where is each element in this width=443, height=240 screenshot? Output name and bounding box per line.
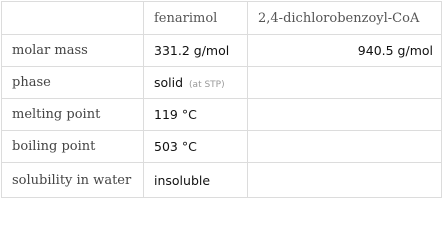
table-row: [2, 99, 442, 131]
header-row: [2, 2, 442, 35]
dichlorobenzoyl-coa-molar-mass: 940.5 g/mol: [248, 35, 442, 67]
header-dichlorobenzoyl-coa: 2,4-dichlorobenzoyl-CoA: [248, 2, 442, 35]
fenarimol-phase: solid: [154, 75, 184, 90]
table-row: [2, 163, 442, 198]
fenarimol-solubility: insoluble: [144, 163, 248, 198]
properties-table: [1, 1, 442, 198]
table-row: [2, 67, 442, 99]
row-label-boiling-point: boiling point: [2, 131, 144, 163]
table-row: [2, 131, 442, 163]
dichlorobenzoyl-coa-solubility: [248, 163, 442, 198]
phase-condition-note: (at STP): [189, 80, 225, 90]
dichlorobenzoyl-coa-melting-point: [248, 99, 442, 131]
row-label-solubility-in-water: solubility in water: [2, 163, 144, 198]
fenarimol-boiling-point: 503 °C: [144, 131, 248, 163]
fenarimol-phase-cell: [144, 67, 248, 99]
row-label-melting-point: melting point: [2, 99, 144, 131]
row-label-phase: phase: [2, 67, 144, 99]
fenarimol-molar-mass: 331.2 g/mol: [144, 35, 248, 67]
dichlorobenzoyl-coa-phase: [248, 67, 442, 99]
dichlorobenzoyl-coa-boiling-point: [248, 131, 442, 163]
header-fenarimol: fenarimol: [144, 2, 248, 35]
table-row: [2, 35, 442, 67]
header-empty-cell: [2, 2, 144, 35]
row-label-molar-mass: molar mass: [2, 35, 144, 67]
fenarimol-melting-point: 119 °C: [144, 99, 248, 131]
